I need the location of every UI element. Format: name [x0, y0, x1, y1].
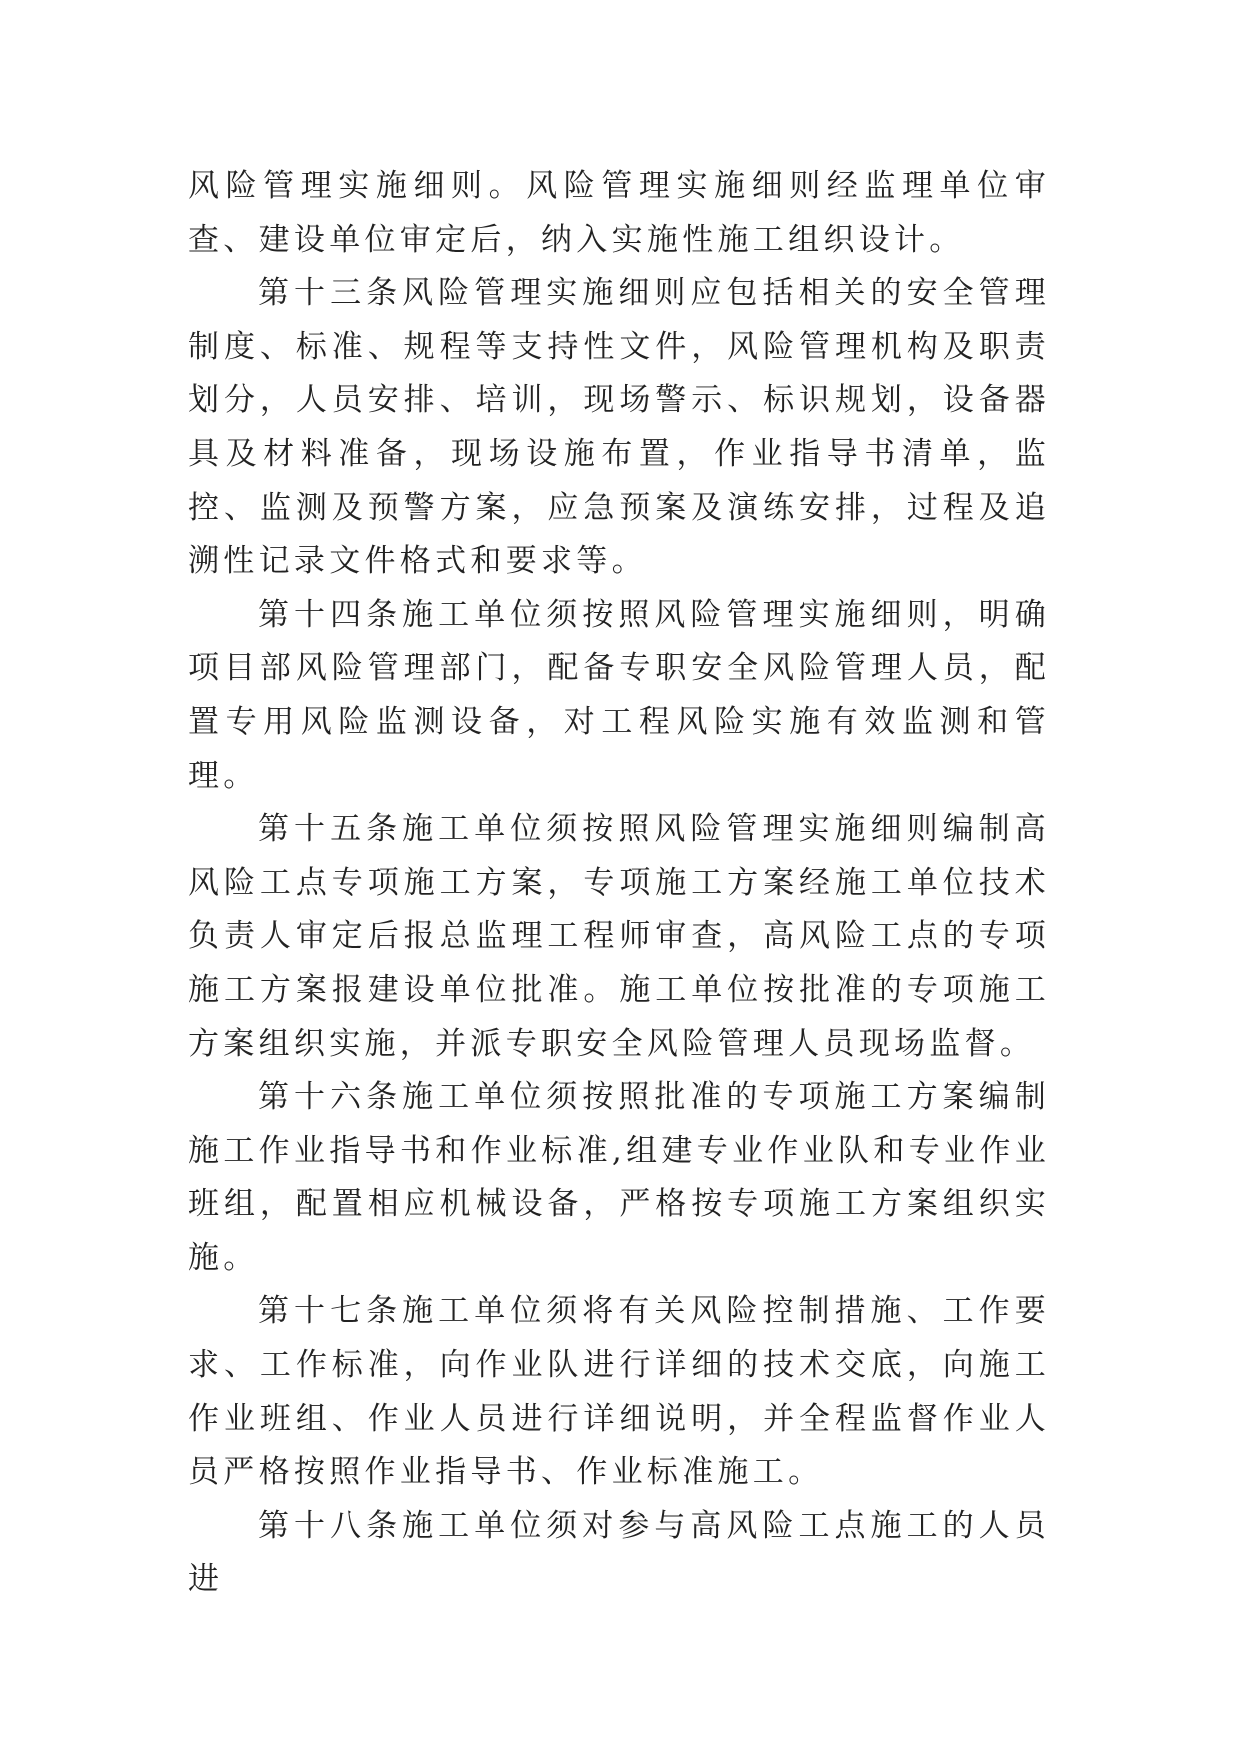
paragraph-article-18: 第十八条施工单位须对参与高风险工点施工的人员进 — [188, 1507, 1050, 1598]
document-body — [188, 160, 1050, 1607]
paragraph-article-14: 第十四条施工单位须按照风险管理实施细则，明确项目部风险管理部门，配备专职安全风险管理人员，配置专用风险监测设备，对工程风险实施有效监测和管理。 — [188, 596, 1050, 794]
paragraph-article-17: 第十七条施工单位须将有关风险控制措施、工作要求、工作标准，向作业队进行详细的技术交底，向施工作业班组、作业人员进行详细说明，并全程监督作业人员严格按照作业指导书、作业标准施工。 — [188, 1293, 1050, 1491]
paragraph-article-16: 第十六条施工单位须按照批准的专项施工方案编制施工作业指导书和作业标准,组建专业作业队和专业作业班组，配置相应机械设备，严格按专项施工方案组织实施。 — [188, 1079, 1050, 1276]
paragraph-continuation: 风险管理实施细则。风险管理实施细则经监理单位审查、建设单位审定后，纳入实施性施工组织设计。 — [188, 168, 1050, 258]
paragraph-article-13: 第十三条风险管理实施细则应包括相关的安全管理制度、标准、规程等支持性文件，风险管理机构及职责划分，人员安排、培训，现场警示、标识规划，设备器具及材料准备，现场设施布置，作业指导书清单，监控、监测及预警方案，应急预案及演练安排，过程及追溯性记录文件格式和要求等。 — [188, 275, 1050, 580]
paragraph-article-15: 第十五条施工单位须按照风险管理实施细则编制高风险工点专项施工方案，专项施工方案经施工单位技术负责人审定后报总监理工程师审查，高风险工点的专项施工方案报建设单位批准。施工单位按批准的专项施工方案组织实施，并派专职安全风险管理人员现场监督。 — [188, 811, 1050, 1062]
